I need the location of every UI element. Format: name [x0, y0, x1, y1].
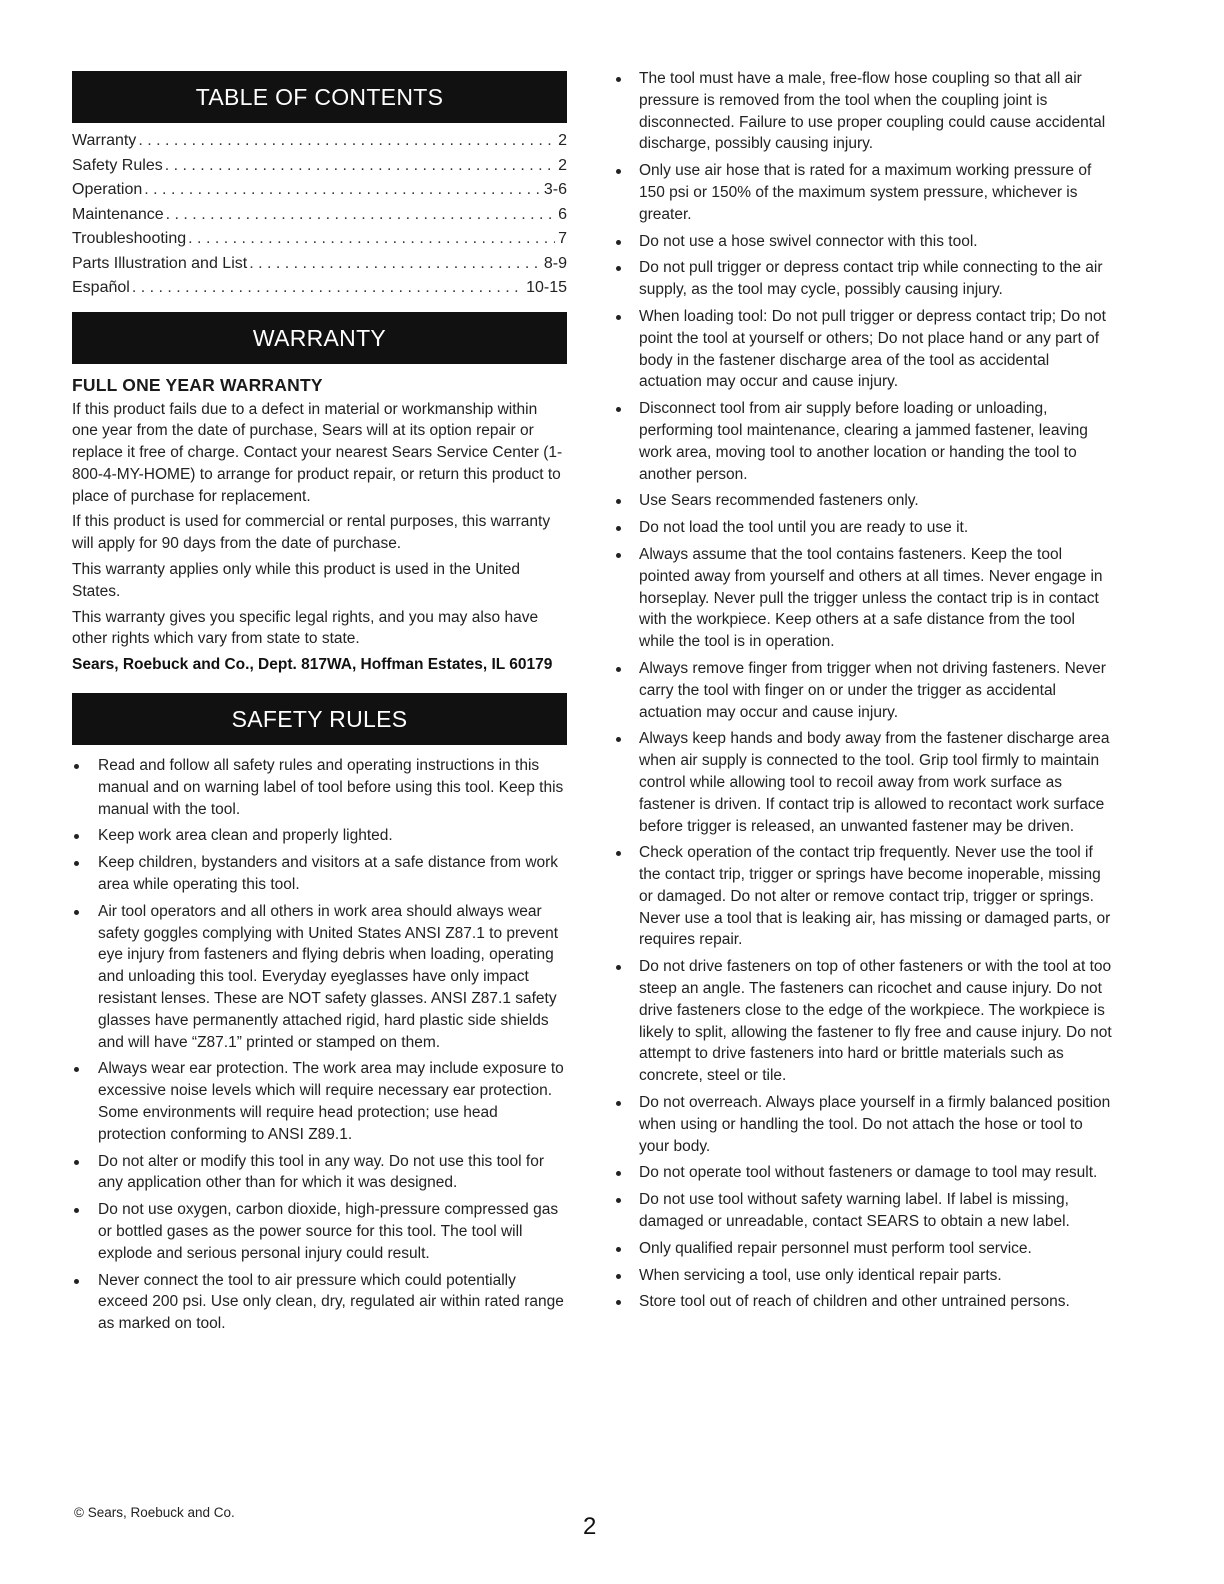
safety-rule-text: Do not use a hose swivel connector with this tool.	[639, 232, 978, 250]
safety-rule	[614, 1238, 1112, 1260]
toc-entry-page: 3-6	[543, 181, 567, 198]
toc-entry	[72, 227, 567, 252]
safety-rule	[614, 1291, 1112, 1313]
safety-rule-text: Use Sears recommended fasteners only.	[639, 492, 919, 510]
bullet-icon	[616, 1171, 621, 1176]
toc-entry-page: 6	[558, 205, 567, 223]
bullet-icon	[616, 851, 621, 856]
safety-rules-list-right	[614, 68, 1112, 1313]
safety-rule	[614, 68, 1112, 155]
toc-dot-leader	[166, 203, 555, 228]
copyright-notice: © Sears, Roebuck and Co.	[74, 1505, 235, 1520]
bullet-icon	[616, 77, 621, 82]
bullet-icon	[616, 526, 621, 531]
bullet-icon	[74, 1160, 79, 1165]
bullet-icon	[74, 1208, 79, 1213]
bullet-icon	[74, 764, 79, 769]
toc-dot-leader	[165, 154, 555, 179]
warranty-heading: FULL ONE YEAR WARRANTY	[72, 374, 323, 395]
toc-entry-title: Parts Illustration and List	[72, 254, 248, 272]
safety-rule	[72, 1058, 567, 1145]
safety-rule-text: Store tool out of reach of children and other untrained persons.	[639, 1293, 1070, 1311]
safety-rule-text: Read and follow all safety rules and operating instructions in this manual and on warning label of tool before using this tool. Keep this manual with the tool.	[98, 757, 564, 818]
safety-rule	[72, 1270, 567, 1335]
safety-rule-text: Only use air hose that is rated for a maximum working pressure of 150 psi or 150% of the maximum system pressure, whichever is greater.	[639, 162, 1092, 223]
safety-rule	[614, 231, 1112, 253]
toc-entry-page: 7	[558, 230, 567, 247]
safety-rule	[614, 544, 1112, 653]
toc-entry-page: 10-15	[526, 279, 567, 296]
safety-rule-text: Check operation of the contact trip frequently. Never use the tool if the contact trip, trigger or springs have become inoperable, missing or damaged. Do not alter or remove contact trip, trigger or springs. Never use a tool that is leaking air, has missing or damaged parts, or requires repair.	[639, 844, 1111, 949]
warranty-paragraph: This warranty gives you specific legal rights, and you may also have other rights which vary from state to state.	[72, 608, 539, 648]
page-number: 2	[583, 1513, 597, 1540]
bullet-icon	[616, 553, 621, 558]
safety-rule	[614, 398, 1112, 485]
toc-dot-leader	[249, 252, 541, 277]
safety-rule-text: Do not overreach. Always place yourself in a firmly balanced position when using or handling the tool. Do not attach the hose or tool to your body.	[639, 1094, 1111, 1155]
bullet-icon	[74, 834, 79, 839]
bullet-icon	[616, 1101, 621, 1106]
toc-entry-title: Maintenance	[72, 205, 164, 223]
safety-rule	[72, 1151, 567, 1195]
bullet-icon	[74, 1067, 79, 1072]
bullet-icon	[616, 266, 621, 271]
toc-entry-page: 8-9	[543, 254, 567, 272]
safety-rule	[614, 1265, 1112, 1287]
bullet-icon	[616, 315, 621, 320]
toc-dot-leader	[188, 227, 555, 252]
safety-rule-text: The tool must have a male, free-flow hose coupling so that all air pressure is removed from the tool when the coupling joint is disconnected. Failure to use proper coupling could cause accidental discharge, possibly causing injury.	[639, 70, 1106, 153]
bullet-icon	[616, 965, 621, 970]
bullet-icon	[616, 169, 621, 174]
safety-rule	[614, 160, 1112, 225]
bullet-icon	[616, 407, 621, 412]
warranty-paragraph: If this product is used for commercial or rental purposes, this warranty will apply for 90 days from the date of purchase.	[72, 513, 551, 553]
safety-rule-text: Keep children, bystanders and visitors at a safe distance from work area while operating this tool.	[98, 854, 559, 894]
safety-rule	[614, 728, 1112, 837]
bullet-icon	[74, 1279, 79, 1284]
bullet-icon	[616, 499, 621, 504]
safety-rule	[614, 490, 1112, 512]
toc-banner: TABLE OF CONTENTS	[72, 71, 567, 123]
warranty-paragraph: If this product fails due to a defect in material or workmanship within one year from the date of purchase, Sears will at its option repair or replace it free of charge. Contact your nearest Sears Service Center (1-800-4-MY-HOME) to arrange for product repair, or return this product to place of purchase for replacement.	[72, 400, 563, 505]
safety-rule-text: Disconnect tool from air supply before loading or unloading, performing tool maintenance, clearing a jammed fastener, leaving work area, moving tool to another location or handing the tool to another person.	[639, 400, 1088, 483]
toc-entry	[72, 203, 567, 228]
toc-entry	[72, 252, 567, 277]
bullet-icon	[616, 667, 621, 672]
toc-entry-page: 2	[558, 156, 567, 174]
safety-rule	[614, 842, 1112, 951]
toc-entry	[72, 129, 567, 154]
toc-entry-title: Español	[72, 279, 130, 296]
safety-rule	[72, 755, 567, 820]
bullet-icon	[616, 1198, 621, 1203]
bullet-icon	[616, 737, 621, 742]
safety-rule-text: Always remove finger from trigger when not driving fasteners. Never carry the tool with finger on or under the trigger as accidental actuation may occur and cause injury.	[639, 659, 1106, 721]
warranty-paragraph: This warranty applies only while this product is used in the United States.	[72, 561, 521, 600]
safety-rule	[614, 658, 1112, 723]
safety-rule	[72, 1199, 567, 1264]
safety-rule	[614, 956, 1112, 1087]
safety-rule-text: Do not drive fasteners on top of other fasteners or with the tool at too steep an angle. The fasteners can ricochet and cause injury. Do not drive fasteners close to the edge of the workpiece. The workpiece is likely to split, allowing the fastener to fly free and cause injury. Do not attempt to drive fasteners into hard or brittle materials such as concrete, steel or tile.	[639, 958, 1112, 1085]
safety-rule	[614, 517, 1112, 539]
bullet-icon	[616, 240, 621, 245]
toc-entry	[72, 154, 567, 179]
safety-rule-text: Do not use oxygen, carbon dioxide, high-pressure compressed gas or bottled gases as the power source for this tool. The tool will explode and serious personal injury could result.	[98, 1201, 559, 1262]
toc-entry	[72, 178, 567, 203]
safety-rule	[72, 852, 567, 896]
safety-rule	[614, 1162, 1112, 1184]
safety-rule-text: Air tool operators and all others in work area should always wear safety goggles complying with United States ANSI Z87.1 to prevent eye injury from fasteners and flying debris when loading, operating and unloading this tool. Everyday eyeglasses have only impact resistant lenses. These are NOT safety glasses. ANSI Z87.1 safety glasses have permanently attached rigid, hard plastic side shields and will have “Z87.1” printed or stamped on them.	[98, 902, 559, 1051]
toc-entry-title: Warranty	[72, 132, 137, 149]
toc-entry-title: Troubleshooting	[72, 230, 187, 247]
safety-rule	[614, 306, 1112, 393]
table-of-contents	[72, 129, 567, 301]
safety-rule	[614, 1092, 1112, 1157]
toc-entry-title: Safety Rules	[72, 156, 163, 174]
safety-rule-text: Do not use tool without safety warning label. If label is missing, damaged or unreadable, contact SEARS to obtain a new label.	[639, 1191, 1070, 1231]
bullet-icon	[616, 1300, 621, 1305]
bullet-icon	[74, 861, 79, 866]
toc-dot-leader	[138, 129, 555, 154]
safety-rule-text: Do not load the tool until you are ready to use it.	[639, 519, 969, 537]
safety-rule	[614, 257, 1112, 301]
safety-rule	[72, 901, 567, 1054]
safety-rule	[72, 825, 567, 847]
safety-rule-text: Always assume that the tool contains fasteners. Keep the tool pointed away from yourself and others at all times. Never engage in horseplay. Never pull the trigger unless the contact trip is in contact with the workpiece. Keep others at a safe distance from the tool while the tool is in operation.	[639, 545, 1103, 651]
toc-dot-leader	[132, 276, 523, 301]
safety-rule-text: When servicing a tool, use only identical repair parts.	[639, 1266, 1002, 1284]
safety-rule-text: Never connect the tool to air pressure which could potentially exceed 200 psi. Use only clean, dry, regulated air within rated range as marked on tool.	[98, 1271, 564, 1333]
bullet-icon	[616, 1247, 621, 1252]
safety-rule-text: Always keep hands and body away from the fastener discharge area when air supply is connected to the tool. Grip tool firmly to maintain control while allowing tool to recoil away from work surface as fastener is driven. If contact trip is allowed to recontact work surface before trigger is released, an unwanted fastener may be driven.	[639, 730, 1110, 835]
bullet-icon	[616, 1274, 621, 1279]
right-column	[614, 68, 1112, 1318]
safety-rules-banner: SAFETY RULES	[72, 693, 567, 745]
warranty-address: Sears, Roebuck and Co., Dept. 817WA, Hoffman Estates, IL 60179	[72, 656, 553, 674]
safety-rule-text: Do not operate tool without fasteners or damage to tool may result.	[639, 1164, 1098, 1182]
left-column	[72, 71, 567, 1340]
safety-rule-text: Always wear ear protection. The work area may include exposure to excessive noise levels which will require necessary ear protection. Some environments will require head protection; use head protection conforming to ANSI Z89.1.	[98, 1060, 564, 1143]
bullet-icon	[74, 910, 79, 915]
toc-entry-page: 2	[558, 132, 567, 149]
safety-rule-text: When loading tool: Do not pull trigger or depress contact trip; Do not point the tool at yourself or others; Do not place hand or any part of body in the fastener discharge area of the tool as accidental actuation may occur and cause injury.	[639, 307, 1106, 391]
safety-rule-text: Do not pull trigger or depress contact trip while connecting to the air supply, as the tool may cycle, possibly causing injury.	[639, 259, 1103, 299]
safety-rule-text: Do not alter or modify this tool in any way. Do not use this tool for any application other than for which it was designed.	[98, 1152, 544, 1192]
warranty-banner: WARRANTY	[72, 312, 567, 364]
safety-rules-list-left	[72, 755, 567, 1335]
toc-entry-title: Operation	[72, 181, 143, 198]
safety-rule	[614, 1189, 1112, 1233]
toc-entry	[72, 276, 567, 301]
toc-dot-leader	[144, 178, 541, 203]
safety-rule-text: Keep work area clean and properly lighted.	[98, 827, 393, 845]
safety-rule-text: Only qualified repair personnel must perform tool service.	[639, 1239, 1032, 1257]
